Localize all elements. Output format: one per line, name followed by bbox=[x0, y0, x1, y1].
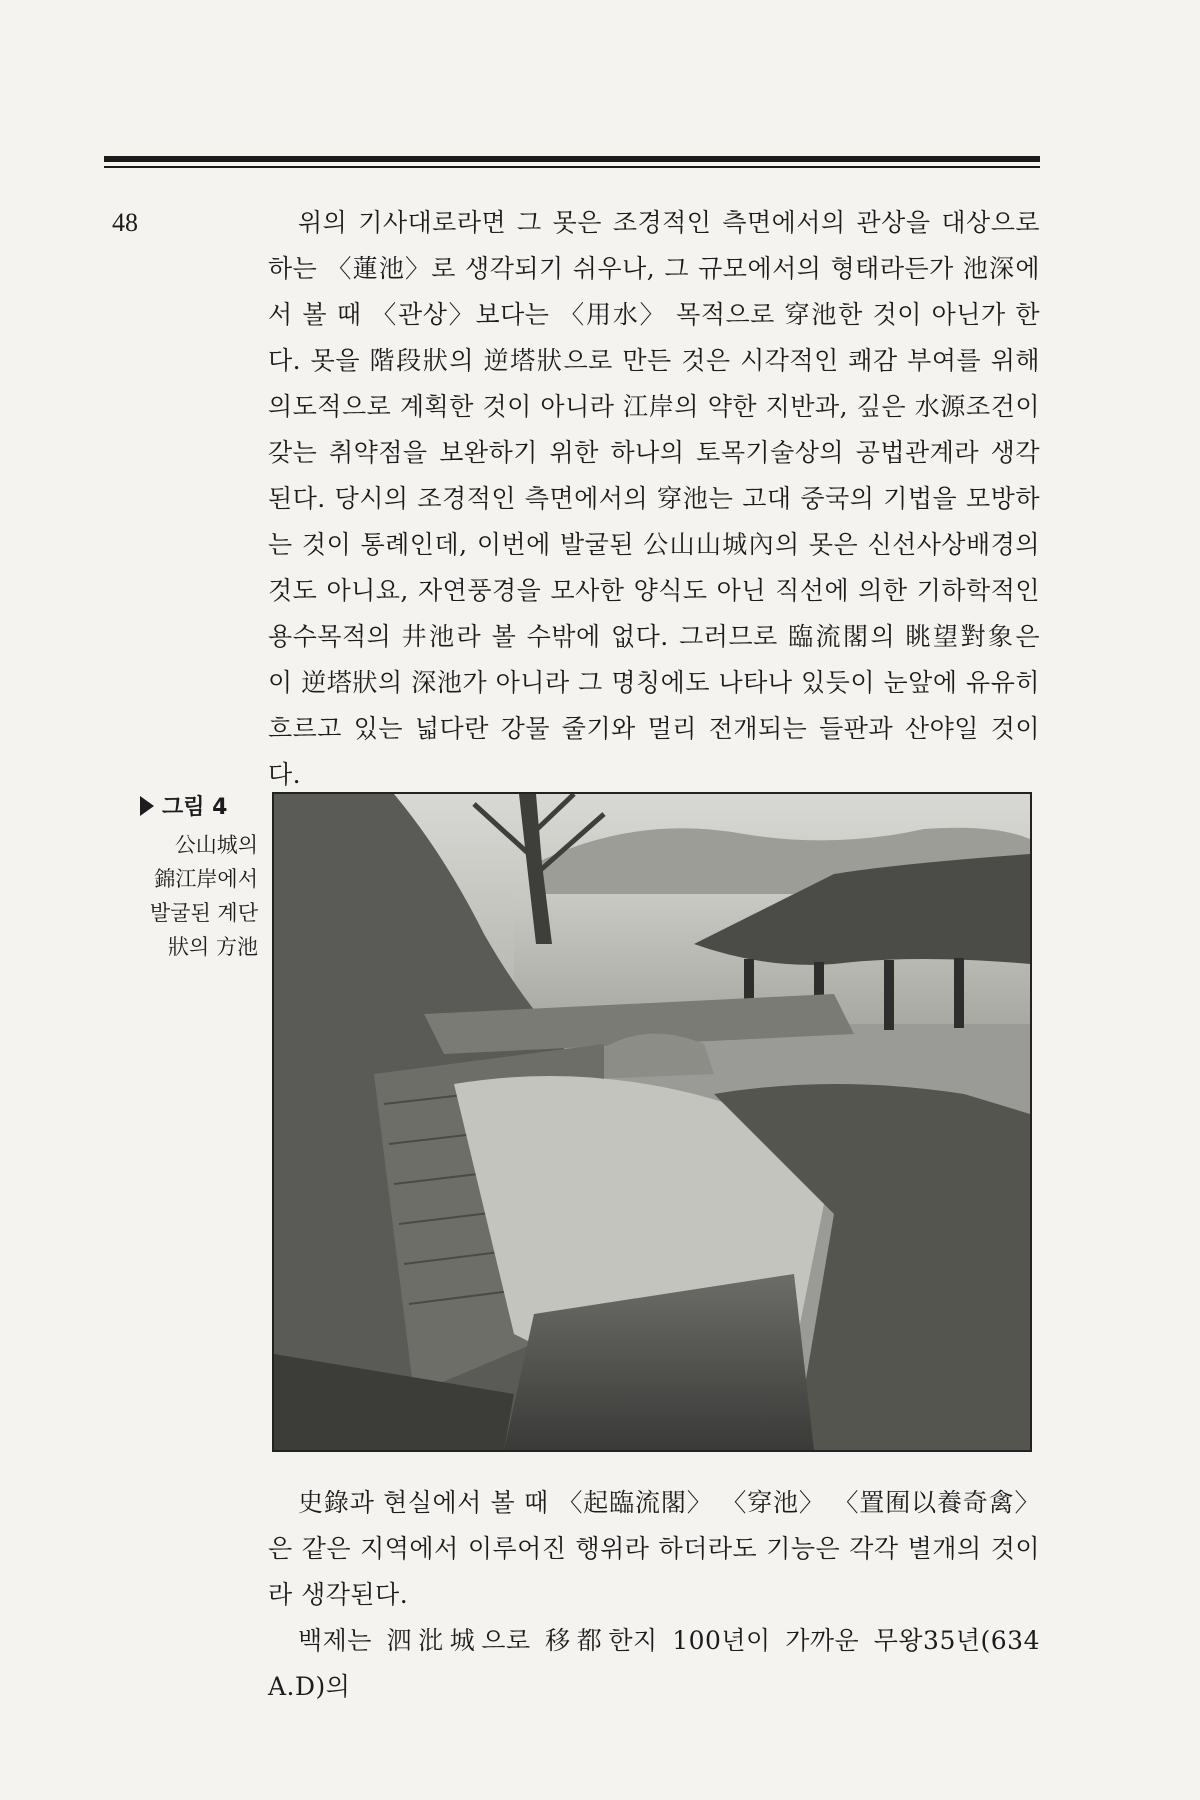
figure-caption-line: 錦江岸에서 bbox=[154, 867, 258, 891]
triangle-marker-icon bbox=[140, 796, 154, 816]
figure-photo bbox=[272, 792, 1032, 1452]
body-paragraph: 위의 기사대로라면 그 못은 조경적인 측면에서의 관상을 대상으로 하는 〈蓮池〉로 생각되기 쉬우나, 그 규모에서의 형태라든가 池深에서 볼 때 〈관상〉보다는 〈用水〉 목적으로 穿池한 것이 아닌가 한다. 못을 階段狀의 逆塔狀으로 만든 것은 시각적인 쾌감 부여를 위해 의도적으로 계획한 것이 아니라 江岸의 약한 지반과, 깊은 水源조건이 갖는 취약점을 보완하기 위한 하나의 토목기술상의 공법관계라 생각된다. 당시의 조경적인 측면에서의 穿池는 고대 중국의 기법을 모방하는 것이 통례인데, 이번에 발굴된 公山山城內의 못은 신선사상배경의 것도 아니요, 자연풍경을 모사한 양식도 아닌 직선에 의한 기하학적인 용수목적의 井池라 볼 수밖에 없다. 그러므로 臨流閣의 眺望對象은 이 逆塔狀의 深池가 아니라 그 명칭에도 나타나 있듯이 눈앞에 유유히 흐르고 있는 넓다란 강물 줄기와 멀리 전개되는 들판과 산야일 것이다. bbox=[268, 208, 1040, 789]
lower-text bbox=[268, 1480, 1040, 1710]
excavation-photo-illustration bbox=[274, 794, 1030, 1450]
body-text bbox=[268, 200, 1040, 798]
figure-label-text: 그림 4 bbox=[162, 795, 228, 820]
figure-caption-line: 公山城의 bbox=[174, 833, 258, 857]
lower-paragraph: 백제는 泗沘城으로 移都한지 100년이 가까운 무왕35년(634 A.D)의 bbox=[268, 1626, 1040, 1701]
figure-caption bbox=[128, 828, 258, 964]
figure-caption-line: 발굴된 계단 bbox=[149, 901, 258, 925]
page-number: 48 bbox=[112, 208, 138, 237]
figure-label bbox=[140, 790, 260, 821]
header-rule-thin bbox=[104, 166, 1040, 168]
header-rule-thick bbox=[104, 156, 1040, 162]
lower-paragraph: 史錄과 현실에서 볼 때 〈起臨流閣〉 〈穿池〉 〈置囿以養奇禽〉은 같은 지역에서 이루어진 행위라 하더라도 기능은 각각 별개의 것이라 생각된다. bbox=[268, 1488, 1040, 1609]
figure-caption-line: 狀의 方池 bbox=[168, 935, 258, 959]
